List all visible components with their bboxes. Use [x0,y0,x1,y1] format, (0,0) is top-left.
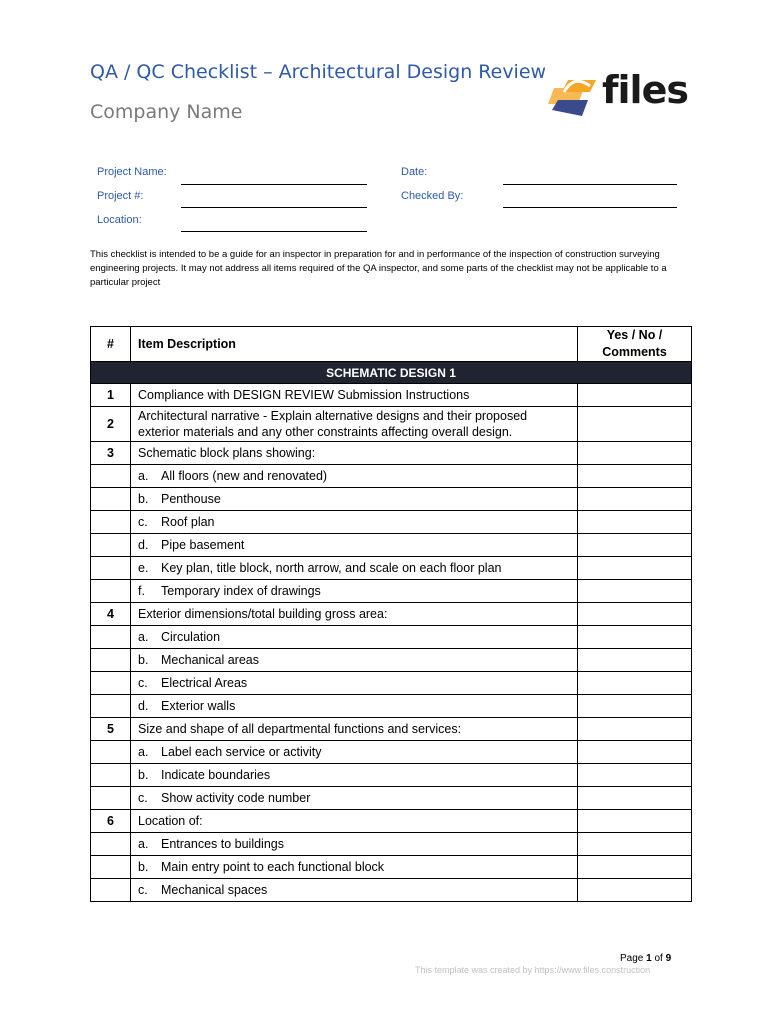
sub-item-text: Roof plan [161,515,215,529]
row-number [91,580,131,603]
header-description: Item Description [131,327,578,362]
row-description: Schematic block plans showing: [131,442,578,465]
table-row [91,603,692,626]
sub-item-text: All floors (new and renovated) [161,469,328,483]
sub-item-text: Show activity code number [161,791,311,805]
yes-no-cell[interactable] [578,672,692,695]
yes-no-cell[interactable] [578,580,692,603]
row-description [131,672,578,695]
yes-no-cell[interactable] [578,465,692,488]
header-number: # [91,327,131,362]
table-row [91,741,692,764]
row-number: 2 [91,407,131,442]
yes-no-cell[interactable] [578,879,692,902]
logo-text: files [602,68,688,112]
table-row [91,580,692,603]
page-current: 1 [646,953,652,964]
sub-item-letter: b. [138,768,149,782]
sub-item-text: Pipe basement [161,538,245,552]
row-description: Exterior dimensions/total building gross area: [131,603,578,626]
table-row [91,672,692,695]
row-number [91,672,131,695]
sub-item-letter: a. [138,630,149,644]
row-description [131,580,578,603]
page-number [620,953,671,964]
yes-no-cell[interactable] [578,787,692,810]
location-field[interactable] [181,231,367,232]
row-number [91,741,131,764]
row-description [131,741,578,764]
page-total: 9 [665,953,672,964]
sub-item-text: Circulation [161,630,221,644]
sub-item-text: Electrical Areas [161,676,248,690]
yes-no-cell[interactable] [578,557,692,580]
row-description [131,534,578,557]
row-number: 6 [91,810,131,833]
row-description [131,856,578,879]
row-number [91,787,131,810]
sub-item-letter: d. [138,538,149,552]
yes-no-cell[interactable] [578,442,692,465]
row-number: 1 [91,384,131,407]
sub-item-text: Mechanical areas [161,653,259,667]
row-description: Compliance with DESIGN REVIEW Submission Instructions [131,384,578,407]
row-description [131,879,578,902]
table-row [91,488,692,511]
table-row [91,856,692,879]
project-name-label: Project Name: [97,166,167,178]
page-title: QA / QC Checklist – Architectural Design Review [90,61,547,83]
table-row [91,465,692,488]
sub-item-letter: a. [138,469,149,483]
table-row [91,695,692,718]
table-row [91,442,692,465]
row-number [91,649,131,672]
row-description [131,511,578,534]
row-number [91,879,131,902]
row-description [131,787,578,810]
sub-item-letter: b. [138,492,149,506]
sub-item-letter: a. [138,745,149,759]
table-row [91,534,692,557]
yes-no-cell[interactable] [578,764,692,787]
row-number [91,488,131,511]
checked-by-label: Checked By: [401,190,464,202]
row-description [131,465,578,488]
company-name: Company Name [90,101,243,123]
row-description [131,833,578,856]
yes-no-cell[interactable] [578,384,692,407]
yes-no-cell[interactable] [578,511,692,534]
table-row [91,511,692,534]
yes-no-cell[interactable] [578,649,692,672]
yes-no-cell[interactable] [578,718,692,741]
row-number [91,833,131,856]
table-row [91,407,692,442]
page-word: Page [620,953,644,964]
row-description [131,557,578,580]
sub-item-text: Penthouse [161,492,221,506]
row-number [91,626,131,649]
row-description [131,764,578,787]
table-row [91,787,692,810]
yes-no-cell[interactable] [578,833,692,856]
sub-item-text: Key plan, title block, north arrow, and scale on each floor plan [161,561,502,575]
table-row [91,810,692,833]
row-number [91,534,131,557]
date-field[interactable] [503,184,677,185]
sub-item-text: Indicate boundaries [161,768,271,782]
table-row [91,833,692,856]
row-description [131,488,578,511]
yes-no-cell[interactable] [578,626,692,649]
row-number: 5 [91,718,131,741]
row-description: Location of: [131,810,578,833]
row-number: 4 [91,603,131,626]
sub-item-letter: b. [138,653,149,667]
section-header: SCHEMATIC DESIGN 1 [91,362,692,384]
sub-item-text: Entrances to buildings [161,837,284,851]
sub-item-letter: f. [138,584,145,598]
intro-text: This checklist is intended to be a guide for an inspector in preparation for and in performance of the inspection of construction surveying engineering projects. It may not address all items required of the QA inspector, and some parts of the checklist may not be applicable to a particular project [90,249,667,288]
table-row [91,649,692,672]
row-number [91,695,131,718]
template-credit: This template was created by https://www.files.construction [415,965,651,975]
table-row [91,718,692,741]
row-number [91,856,131,879]
row-number: 3 [91,442,131,465]
table-row [91,764,692,787]
row-number [91,764,131,787]
sub-item-text: Main entry point to each functional block [161,860,385,874]
row-description: Architectural narrative - Explain alternative designs and their proposed exterior materials and any other constraints affecting overall design. [131,407,578,442]
sub-item-letter: e. [138,561,149,575]
sub-item-text: Temporary index of drawings [161,584,321,598]
sub-item-letter: d. [138,699,149,713]
row-number [91,465,131,488]
yes-no-cell[interactable] [578,407,692,442]
sub-item-letter: a. [138,837,149,851]
location-label: Location: [97,214,142,226]
row-number [91,557,131,580]
sub-item-text: Label each service or activity [161,745,322,759]
row-description [131,649,578,672]
sub-item-letter: b. [138,860,149,874]
project-name-field[interactable] [181,184,367,185]
table-row [91,626,692,649]
sub-item-letter: c. [138,515,148,529]
yes-no-cell[interactable] [578,856,692,879]
yes-no-cell[interactable] [578,534,692,557]
yes-no-cell[interactable] [578,741,692,764]
page-of: of [654,953,663,964]
header-yes-no: Yes / No / Comments [578,327,692,362]
sub-item-text: Exterior walls [161,699,236,713]
sub-item-text: Mechanical spaces [161,883,268,897]
sub-item-letter: c. [138,791,148,805]
project-number-field[interactable] [181,207,367,208]
date-label: Date: [401,166,428,178]
project-number-label: Project #: [97,190,144,202]
yes-no-cell[interactable] [578,810,692,833]
table-row [91,557,692,580]
yes-no-cell[interactable] [578,603,692,626]
sub-item-letter: c. [138,883,148,897]
row-description [131,626,578,649]
row-number [91,511,131,534]
yes-no-cell[interactable] [578,695,692,718]
table-row [91,879,692,902]
checked-by-field[interactable] [503,207,677,208]
checklist-table [90,326,692,902]
row-description: Size and shape of all departmental functions and services: [131,718,578,741]
table-row [91,384,692,407]
sub-item-letter: c. [138,676,148,690]
row-description [131,695,578,718]
yes-no-cell[interactable] [578,488,692,511]
